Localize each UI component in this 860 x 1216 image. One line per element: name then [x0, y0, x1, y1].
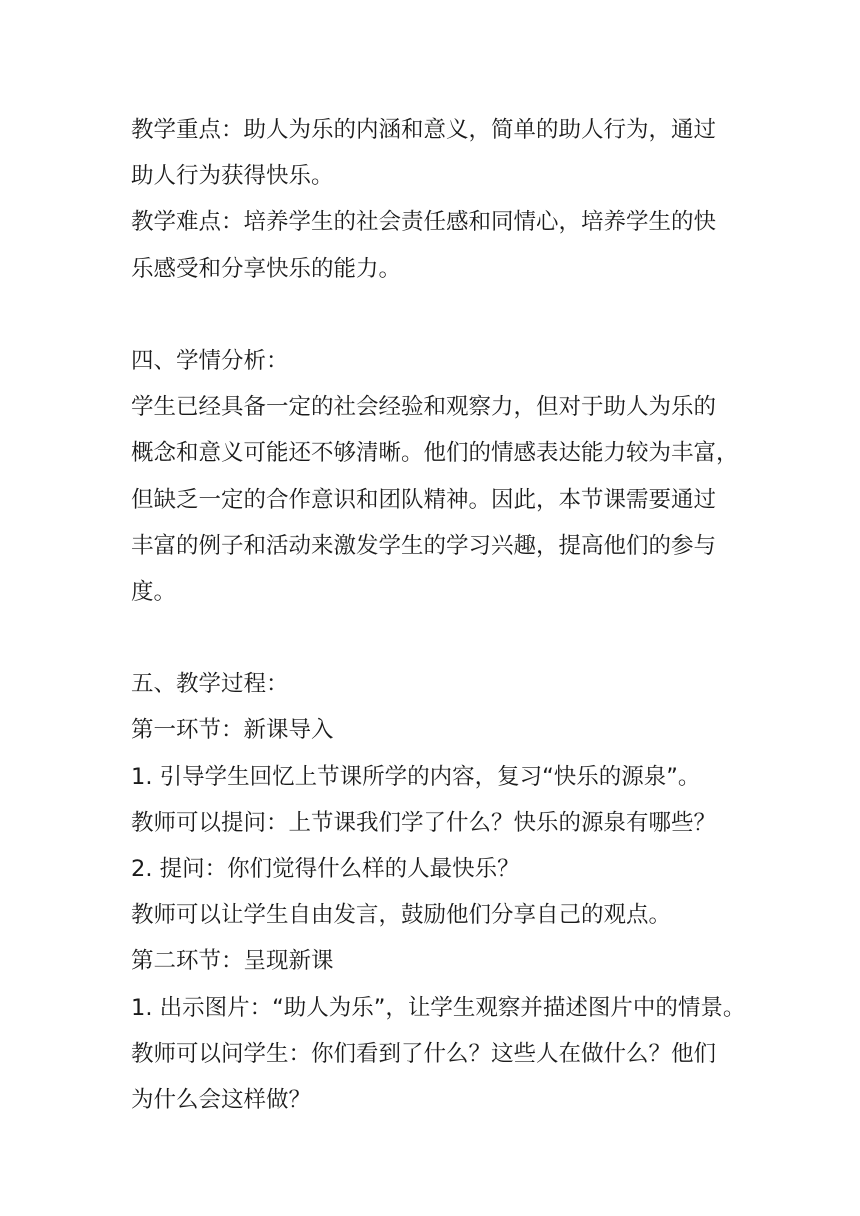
step-2-item-1-note-line-2: 为什么会这样做？	[131, 1086, 312, 1113]
step-1-item-2: 2. 提问：你们觉得什么样的人最快乐？	[131, 856, 520, 882]
key-points-line-1: 教学重点：助人为乐的内涵和意义，简单的助人行为，通过	[131, 117, 717, 143]
step-1-item-2-note: 教师可以让学生自由发言，鼓励他们分享自己的观点。	[131, 902, 672, 929]
paragraph-spacer	[131, 615, 736, 661]
step-2-item-1-note-line-1: 教师可以问学生：你们看到了什么？这些人在做什么？他们	[131, 1040, 717, 1067]
step-1-item-1-note: 教师可以提问：上节课我们学了什么？快乐的源泉有哪些？	[131, 809, 717, 836]
section-5-heading: 五、教学过程：	[131, 671, 289, 698]
section-4-heading: 四、学情分析：	[131, 347, 289, 374]
analysis-line-1: 学生已经具备一定的社会经验和观察力，但对于助人为乐的	[131, 394, 717, 421]
step-2-item-1: 1. 出示图片：“助人为乐”，让学生观察并描述图片中的情景。	[131, 994, 746, 1021]
analysis-line-5: 度。	[131, 578, 177, 605]
analysis-line-2: 概念和意义可能还不够清晰。他们的情感表达能力较为丰富，	[131, 440, 739, 467]
key-points-line-2: 助人行为获得快乐。	[131, 163, 334, 190]
difficulties-line-2: 乐感受和分享快乐的能力。	[131, 255, 402, 282]
difficulties-line-1: 教学难点：培养学生的社会责任感和同情心，培养学生的快	[131, 209, 717, 236]
step-1-heading: 第一环节：新课导入	[131, 717, 334, 744]
analysis-line-4: 丰富的例子和活动来激发学生的学习兴趣，提高他们的参与	[131, 532, 717, 559]
paragraph-spacer	[131, 292, 736, 338]
document-body	[131, 107, 746, 1123]
step-1-item-1: 1. 引导学生回忆上节课所学的内容，复习“快乐的源泉”。	[131, 763, 701, 790]
step-2-heading: 第二环节：呈现新课	[131, 948, 334, 975]
analysis-line-3: 但缺乏一定的合作意识和团队精神。因此，本节课需要通过	[131, 486, 717, 513]
